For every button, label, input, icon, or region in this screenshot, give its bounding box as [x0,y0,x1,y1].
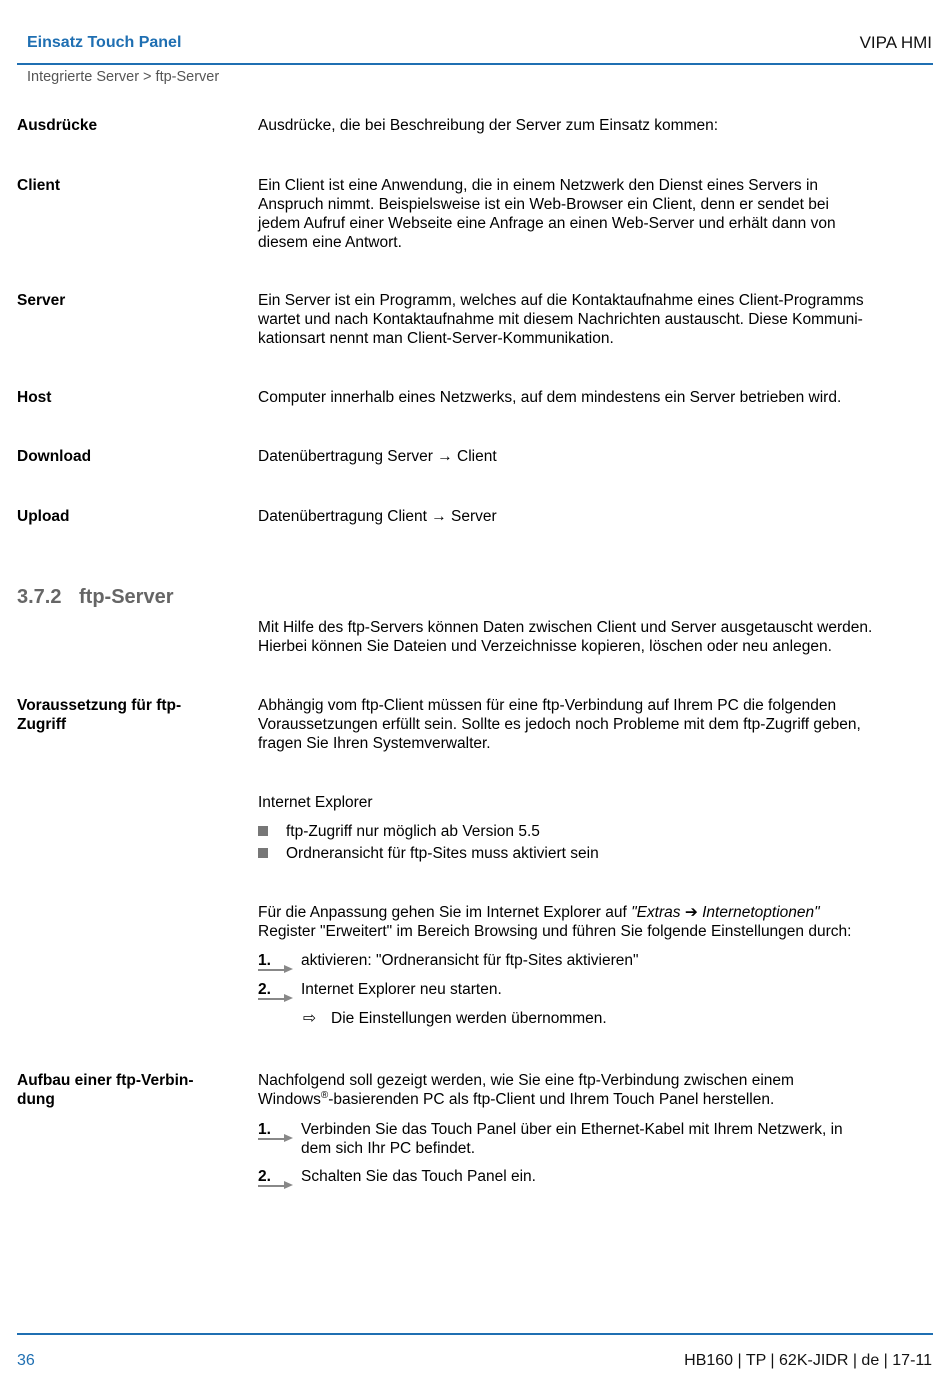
term-upload: Upload [17,508,70,525]
text-line: jedem Aufruf einer Webseite eine Anfrage an einen Web-Server und erhält dann von [258,215,836,232]
text-line: dem sich Ihr PC befindet. [301,1140,476,1157]
step-number: 2. [258,1168,271,1185]
document-id: HB160 | TP | 62K-JIDR | de | 17-11 [684,1352,932,1369]
section-intro [258,618,934,656]
text-line: Anspruch nimmt. Beispielsweise ist ein Web-Browser ein Client, denn er sendet bei [258,196,829,213]
step-arrow-icon [258,1179,294,1189]
desc-prerequisites [258,696,934,753]
section-number: 3.7.2 [17,586,62,608]
step-arrow-icon [258,963,294,973]
term-client: Client [17,177,61,194]
text-line [258,1090,934,1109]
desc-upload: Datenübertragung Client → Server [258,508,497,525]
adjust-instructions [258,903,934,941]
section-heading [17,585,173,609]
text-line: Voraussetzungen erfüllt sein. Sollte es jedoch noch Probleme mit dem ftp-Zugriff geben, [258,716,861,733]
list-item-text: ftp-Zugriff nur möglich ab Version 5.5 [286,823,540,840]
text-line: Hierbei können Sie Dateien und Verzeichnisse kopieren, löschen oder neu anlegen. [258,638,832,655]
header-divider [17,63,933,65]
term-ausdruecke: Ausdrücke [17,117,98,134]
text-line: Schalten Sie das Touch Panel ein. [301,1168,536,1185]
step-item [258,980,934,1000]
step-item [258,1120,934,1160]
text-line: wartet und nach Kontaktaufnahme mit diesem Nachrichten austauscht. Diese Kommuni- [258,311,863,328]
text-line: Abhängig vom ftp-Client müssen für eine ftp-Verbindung auf Ihrem PC die folgenden [258,697,837,714]
section-title: ftp-Server [79,586,174,608]
text-line [258,903,934,922]
step-text: Internet Explorer neu starten. [301,981,502,998]
term-line: Zugriff [17,716,67,733]
list-item [258,822,540,841]
browser-label: Internet Explorer [258,794,373,811]
menu-path: "Extras ➔ Internetoptionen" [631,904,820,921]
text-span: Für die Anpassung gehen Sie im Internet Explorer auf [258,904,632,921]
desc-server [258,291,934,348]
product-title: VIPA HMI [859,33,932,52]
step-number: 2. [258,981,271,998]
text-span: -basierenden PC als ftp-Client und Ihrem Touch Panel herstellen. [328,1091,775,1108]
list-item [258,844,599,863]
text-span: Windows [258,1091,321,1108]
term-line: Voraussetzung für ftp- [17,697,182,714]
text-line: diesem eine Antwort. [258,234,402,251]
footer-divider [17,1333,933,1335]
result-arrow-icon: ⇨ [303,1010,316,1027]
square-bullet-icon [258,848,268,858]
text-line: Verbinden Sie das Touch Panel über ein Ethernet-Kabel mit Ihrem Netzwerk, in [301,1121,843,1138]
term-line: Aufbau einer ftp-Verbin- [17,1072,194,1089]
result-text: Die Einstellungen werden übernommen. [331,1010,607,1027]
step-item [258,1167,934,1187]
text-line: Ein Server ist ein Programm, welches auf die Kontaktaufnahme eines Client-Programms [258,292,864,309]
text-line: fragen Sie Ihren Systemverwalter. [258,735,491,752]
step-arrow-icon [258,992,294,1002]
desc-ausdruecke: Ausdrücke, die bei Beschreibung der Server zum Einsatz kommen: [258,117,719,134]
text-line: kationsart nennt man Client-Server-Kommunikation. [258,330,614,347]
term-prerequisites [17,696,217,734]
list-item-text: Ordneransicht für ftp-Sites muss aktiviert sein [286,845,599,862]
text-line: Register "Erweitert" im Bereich Browsing und führen Sie folgende Einstellungen durch: [258,923,852,940]
step-number: 1. [258,952,271,969]
term-connection [17,1071,217,1109]
desc-client [258,176,934,252]
step-text [301,1167,931,1186]
step-arrow-icon [258,1132,294,1142]
term-line: dung [17,1091,55,1108]
text-line: Mit Hilfe des ftp-Servers können Daten zwischen Client und Server ausgetauscht werden. [258,619,873,636]
step-item [258,951,934,971]
desc-download: Datenübertragung Server → Client [258,448,497,465]
text-line: Nachfolgend soll gezeigt werden, wie Sie eine ftp-Verbindung zwischen einem [258,1072,794,1089]
registered-mark: ® [320,1089,329,1101]
term-host: Host [17,389,52,406]
step-number: 1. [258,1121,271,1138]
desc-host: Computer innerhalb eines Netzwerks, auf dem mindestens ein Server betrieben wird. [258,389,842,406]
chapter-title: Einsatz Touch Panel [27,34,182,51]
square-bullet-icon [258,826,268,836]
step-text: aktivieren: "Ordneransicht für ftp-Sites aktivieren" [301,952,639,969]
text-line: Ein Client ist eine Anwendung, die in einem Netzwerk den Dienst eines Servers in [258,177,819,194]
step-result [303,1009,607,1028]
page-number: 36 [17,1352,35,1369]
term-download: Download [17,448,92,465]
term-server: Server [17,292,66,309]
step-text [301,1120,931,1158]
breadcrumb: Integrierte Server > ftp-Server [27,69,220,85]
desc-connection [258,1071,934,1109]
